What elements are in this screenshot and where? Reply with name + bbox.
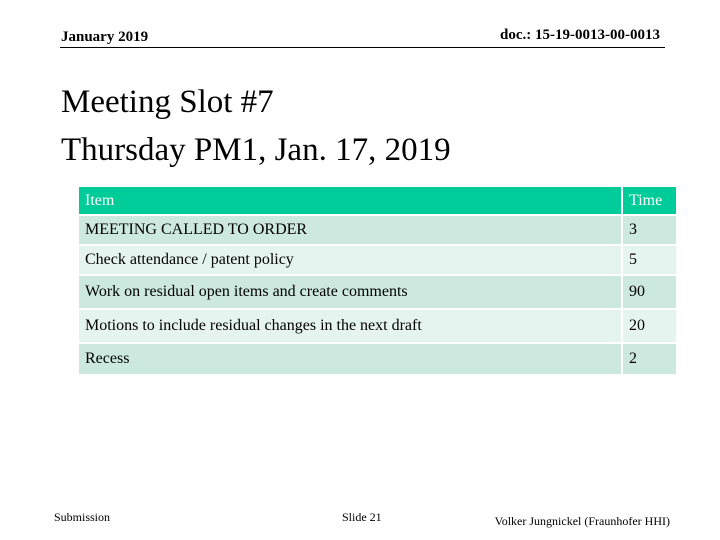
header-date: January 2019 bbox=[61, 29, 149, 45]
footer-submission: Submission bbox=[54, 510, 111, 524]
item-column-header: Item bbox=[79, 187, 622, 215]
table-row bbox=[79, 275, 676, 309]
title-line-1: Meeting Slot #7 bbox=[61, 84, 274, 120]
title-line-2: Thursday PM1, Jan. 17, 2019 bbox=[61, 132, 451, 168]
agenda-header-row bbox=[79, 187, 676, 215]
table-row bbox=[79, 215, 676, 245]
agenda-time: 2 bbox=[622, 343, 676, 375]
agenda-item: Check attendance / patent policy bbox=[79, 245, 622, 275]
table-row bbox=[79, 245, 676, 275]
table-row bbox=[79, 309, 676, 343]
footer-author: Volker Jungnickel (Fraunhofer HHI) bbox=[494, 514, 670, 528]
agenda-time: 3 bbox=[622, 215, 676, 245]
agenda-item: Motions to include residual changes in the next draft bbox=[79, 309, 622, 343]
time-column-header: Time bbox=[622, 187, 676, 215]
agenda-time: 5 bbox=[622, 245, 676, 275]
table-row bbox=[79, 343, 676, 375]
agenda-time: 20 bbox=[622, 309, 676, 343]
agenda-table bbox=[79, 187, 676, 376]
header-doc-id: doc.: 15-19-0013-00-0013 bbox=[500, 27, 660, 43]
slide-title bbox=[61, 78, 451, 174]
agenda-item: Recess bbox=[79, 343, 622, 375]
agenda-item: Work on residual open items and create comments bbox=[79, 275, 622, 309]
agenda-time: 90 bbox=[622, 275, 676, 309]
footer-slide-number: Slide 21 bbox=[342, 510, 382, 524]
agenda-item: MEETING CALLED TO ORDER bbox=[79, 215, 622, 245]
header-rule bbox=[60, 47, 665, 48]
